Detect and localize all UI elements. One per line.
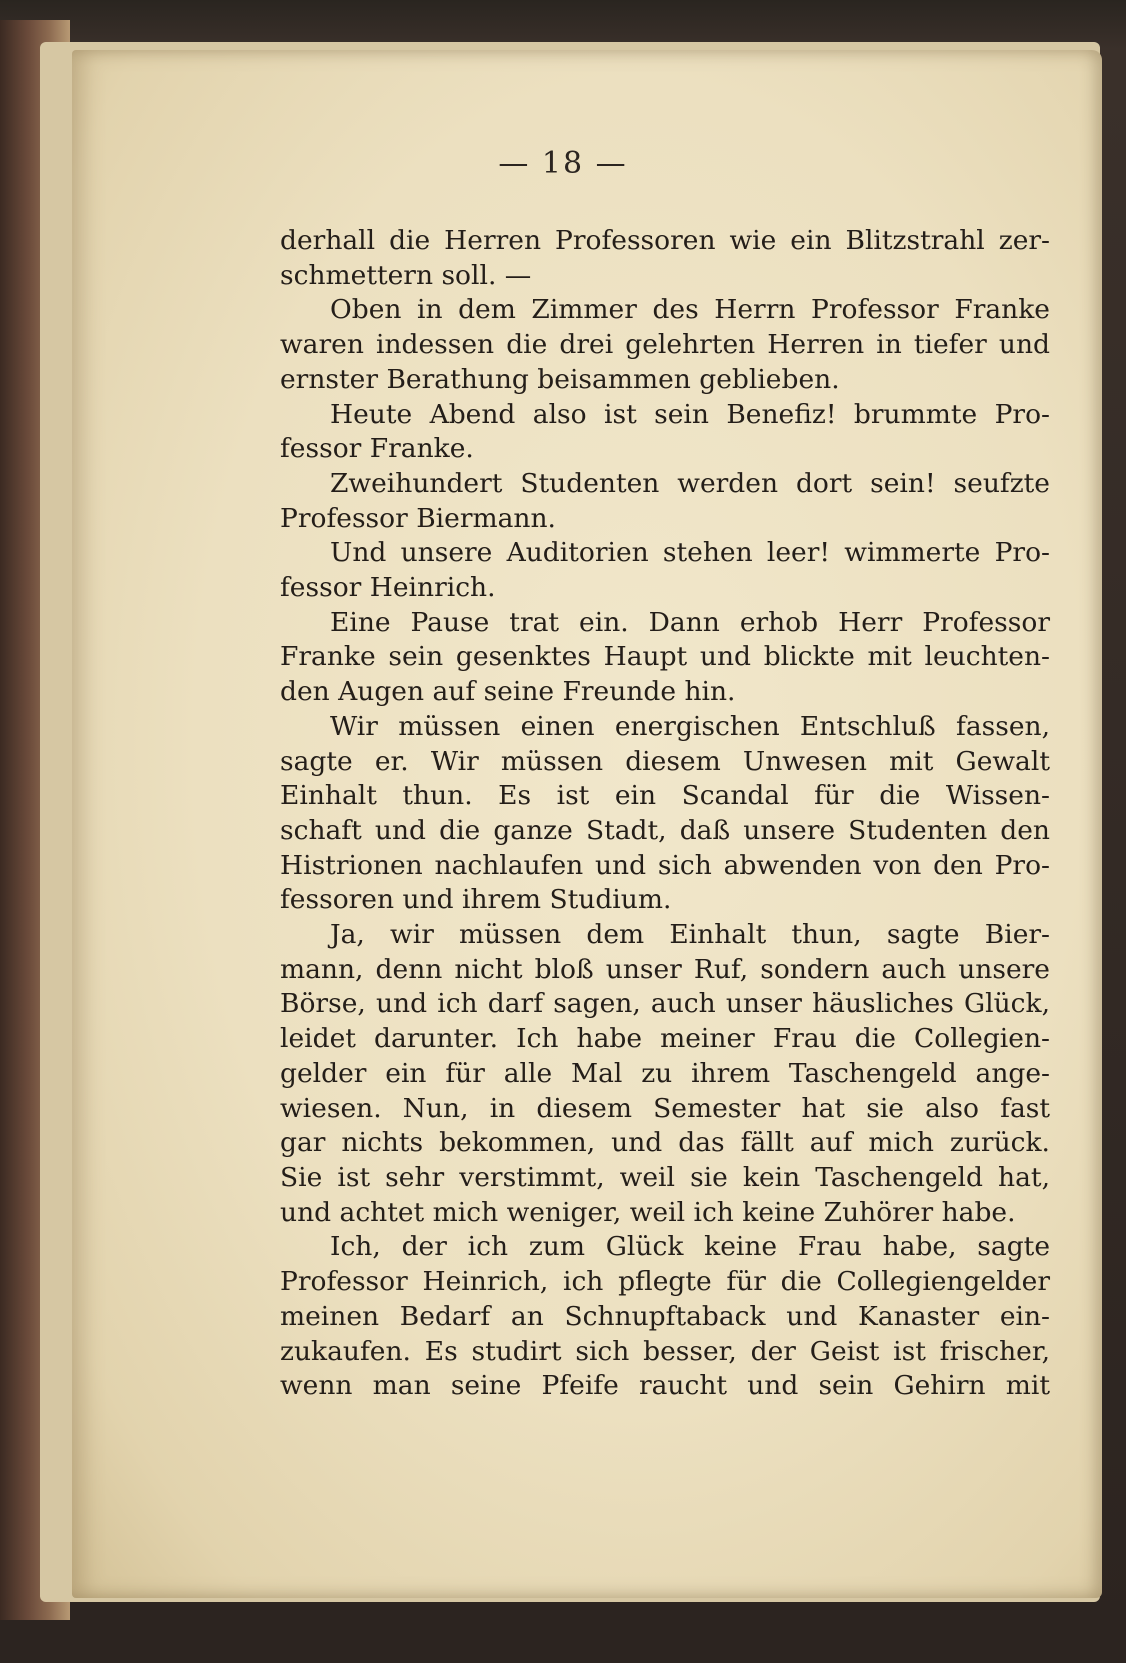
text-line: Ich, der ich zum Glück keine Frau habe, sagte (330, 1231, 1050, 1263)
text-line: Zweihundert Studenten werden dort sein! seufzte (330, 467, 1050, 499)
text-line: fessoren und ihrem Studium. (280, 884, 672, 916)
text-line: schmettern soll. — (280, 259, 532, 291)
text-line: Professor Heinrich, ich pflegte für die Collegiengelder (280, 1266, 1050, 1298)
text-line: Sie ist sehr verstimmt, weil sie kein Taschengeld hat, (280, 1161, 1050, 1193)
text-line: gar nichts bekommen, und das fällt auf mich zurück. (280, 1127, 1050, 1159)
text-line: fessor Heinrich. (280, 572, 496, 604)
text-line: Wir müssen einen energischen Entschluß fassen, (330, 710, 1050, 742)
text-line: Börse, und ich darf sagen, auch unser häusliches Glück, (280, 988, 1050, 1020)
text-line: und achtet mich weniger, weil ich keine Zuhörer habe. (280, 1196, 1016, 1228)
text-line: ernster Berathung beisammen geblieben. (280, 363, 840, 395)
text-line: Heute Abend also ist sein Benefiz! brummte Pro- (330, 398, 1050, 430)
text-line: Einhalt thun. Es ist ein Scandal für die Wissen- (280, 780, 1050, 812)
text-line: leidet darunter. Ich habe meiner Frau die Collegien- (280, 1023, 1050, 1055)
text-line: zukaufen. Es studirt sich besser, der Geist ist frischer, (280, 1335, 1050, 1367)
text-line: fessor Franke. (280, 433, 474, 465)
text-line: sagte er. Wir müssen diesem Unwesen mit Gewalt (280, 745, 1050, 777)
text-line: Professor Biermann. (280, 502, 556, 534)
text-line: mann, denn nicht bloß unser Ruf, sondern auch unsere (280, 953, 1050, 985)
text-line: Franke sein gesenktes Haupt und blickte mit leuchten- (280, 641, 1050, 673)
text-line: Oben in dem Zimmer des Herrn Professor Franke (330, 294, 1050, 326)
text-line: wiesen. Nun, in diesem Semester hat sie also fast (280, 1092, 1050, 1124)
text-line: waren indessen die drei gelehrten Herren in tiefer und (280, 329, 1050, 361)
text-line: den Augen auf seine Freunde hin. (280, 676, 736, 708)
text-line: gelder ein für alle Mal zu ihrem Taschengeld ange- (280, 1057, 1050, 1089)
text-line: Histrionen nachlaufen und sich abwenden von den Pro- (280, 849, 1050, 881)
page-number: — 18 — (498, 146, 628, 181)
text-line: Und unsere Auditorien stehen leer! wimmerte Pro- (330, 537, 1050, 569)
text-line: meinen Bedarf an Schnupftaback und Kanaster ein- (280, 1300, 1050, 1332)
text-line: Eine Pause trat ein. Dann erhob Herr Professor (330, 606, 1050, 638)
text-line: derhall die Herren Professoren wie ein Blitzstrahl zer- (280, 225, 1050, 256)
text-line: wenn man seine Pfeife raucht und sein Gehirn mit (280, 1370, 1050, 1402)
text-line: schaft und die ganze Stadt, daß unsere Studenten den (280, 814, 1050, 846)
body-text (280, 224, 1050, 1404)
text-line: Ja, wir müssen dem Einhalt thun, sagte Bier- (330, 919, 1050, 951)
